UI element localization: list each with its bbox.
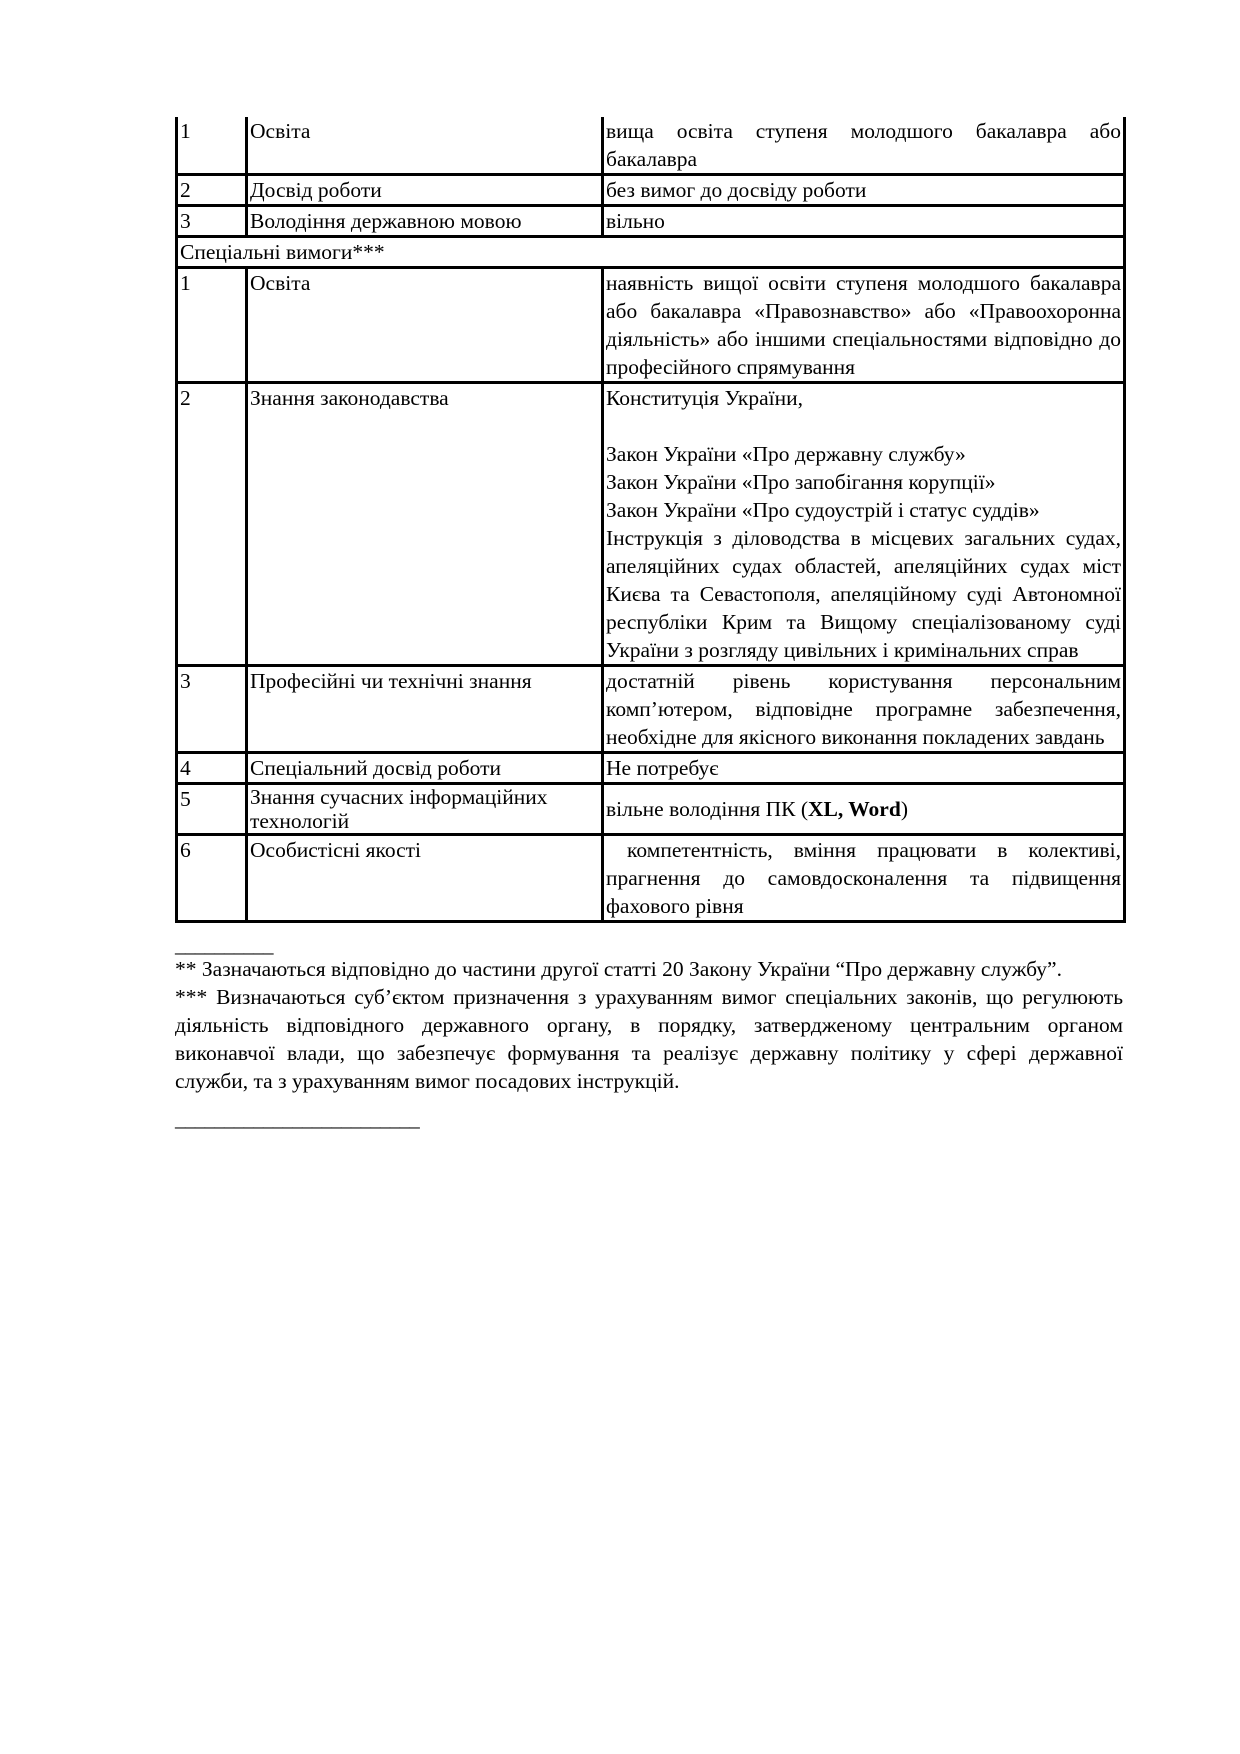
row-number: 4 (177, 753, 247, 784)
row-number: 2 (177, 383, 247, 666)
footnotes (175, 933, 1123, 1133)
table-row (177, 206, 1125, 237)
blank-line (606, 412, 1121, 440)
legislation-item: Закон України «Про запобігання корупції» (606, 470, 996, 494)
row-number: 1 (177, 117, 247, 175)
requirement-name: Знання законодавства (247, 383, 603, 666)
footnote-triple-asterisk: *** Визначаються суб’єктом призначення з урахуванням вимог спеціальних законів, що регулюють діяльність відповідного державного органу, в порядку, затвердженому центральним органом виконавчої влади, що забезпечує формування та реалізує державну політику у сфері державної служби, та з урахуванням вимог посадових інструкцій. (175, 985, 1123, 1093)
table-row (177, 175, 1125, 206)
requirement-value: Не потребує (603, 753, 1125, 784)
requirement-name: Освіта (247, 268, 603, 383)
requirement-value (603, 383, 1125, 666)
footnote-separator: __________ (175, 933, 273, 957)
requirement-value: вільно (603, 206, 1125, 237)
requirement-value: наявність вищої освіти ступеня молодшого бакалавра або бакалавра «Правознавство» або «Правоохоронна діяльність» або іншими спеціальностями відповідно до професійного спрямування (603, 268, 1125, 383)
requirement-name: Володіння державною мовою (247, 206, 603, 237)
requirement-name: Знання сучасних інформаційних технологій (247, 784, 603, 835)
section-heading-row (177, 237, 1125, 268)
table-row (177, 268, 1125, 383)
table-row (177, 753, 1125, 784)
row-number: 3 (177, 206, 247, 237)
requirement-name: Особистісні якості (247, 835, 603, 922)
legislation-item: Інструкція з діловодства в місцевих загальних судах, апеляційних судах областей, апеляційних судах міст Києва та Севастополя, апеляційному суді Автономної республіки Крим та Вищому спеціалізованому суді України з розгляду цивільних і кримінальних справ (606, 526, 1121, 662)
requirement-value: вища освіта ступеня молодшого бакалавра або бакалавра (603, 117, 1125, 175)
value-bold-text: XL, Word (808, 797, 901, 821)
requirement-value: без вимог до досвіду роботи (603, 175, 1125, 206)
table-row (177, 383, 1125, 666)
table-row (177, 117, 1125, 175)
table-row (177, 666, 1125, 753)
row-number: 2 (177, 175, 247, 206)
section-heading: Спеціальні вимоги*** (177, 237, 1125, 268)
requirement-value: достатній рівень користування персональним комп’ютером, відповідне програмне забезпечення, необхідне для якісного виконання покладених завдань (603, 666, 1125, 753)
requirement-value: компетентність, вміння працювати в колективі, прагнення до самовдосконалення та підвищення фахового рівня (603, 835, 1125, 922)
value-text: вільне володіння ПК ( (606, 797, 809, 821)
document-page (175, 117, 1127, 1133)
footnote-end-separator: _________________________ (175, 1107, 419, 1131)
table-row (177, 784, 1125, 835)
requirements-table (175, 117, 1126, 923)
legislation-item: Закон України «Про судоустрій і статус суддів» (606, 498, 1040, 522)
row-number: 1 (177, 268, 247, 383)
requirement-name: Досвід роботи (247, 175, 603, 206)
row-number: 3 (177, 666, 247, 753)
value-text: ) (900, 797, 908, 821)
legislation-item: Конституція України, (606, 386, 804, 410)
requirement-name: Професійні чи технічні знання (247, 666, 603, 753)
row-number: 5 (177, 784, 247, 835)
requirement-name: Спеціальний досвід роботи (247, 753, 603, 784)
row-number: 6 (177, 835, 247, 922)
table-row (177, 835, 1125, 922)
footnote-double-asterisk: ** Зазначаються відповідно до частини другої статті 20 Закону України “Про державну службу”. (175, 957, 1062, 981)
legislation-item: Закон України «Про державну службу» (606, 442, 966, 466)
requirement-value (603, 784, 1125, 835)
requirement-name: Освіта (247, 117, 603, 175)
